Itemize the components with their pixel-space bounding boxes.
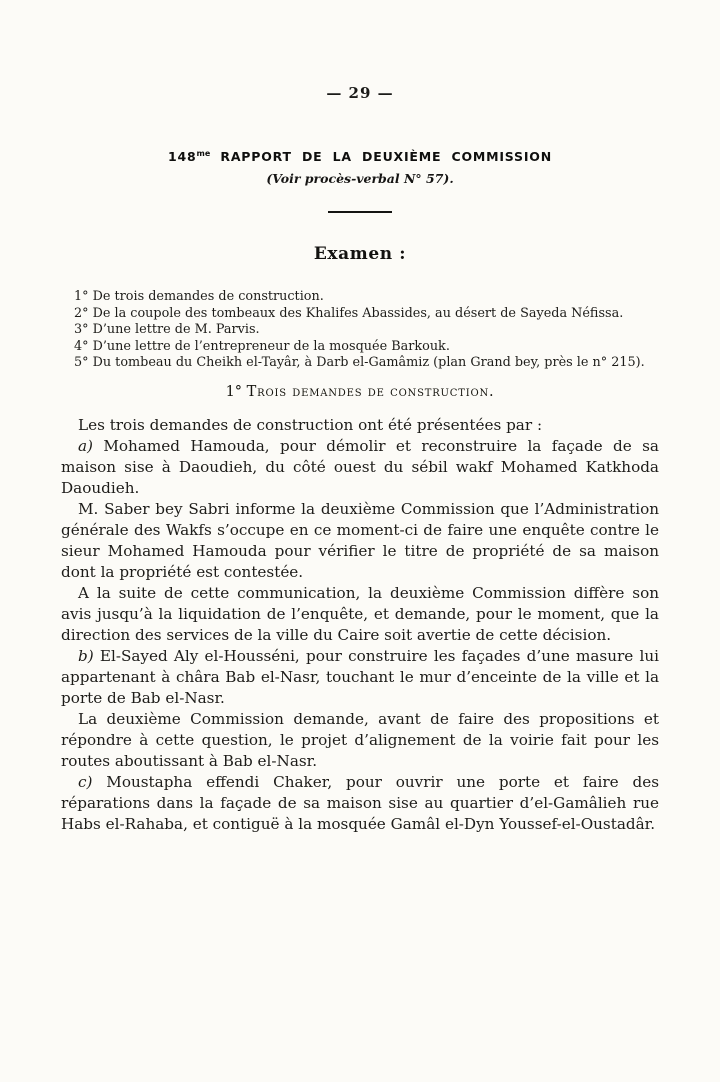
body-text <box>61 415 659 835</box>
body-paragraph <box>61 709 659 772</box>
section-ordinal: 1° <box>225 383 243 400</box>
report-number: 148 <box>167 149 197 164</box>
body-paragraph <box>61 499 659 583</box>
paragraph-lead: c) <box>78 772 107 791</box>
examen-list <box>60 289 660 372</box>
examen-item: 3° D’une lettre de M. Parvis. <box>74 322 260 337</box>
examen-heading: Examen : <box>313 244 407 264</box>
report-reference: (Voir procès-verbal N° 57). <box>266 171 454 186</box>
paragraph-lead: a) <box>78 436 104 455</box>
paragraph-text: Moustapha effendi Chaker, pour ouvrir une porte et faire des réparations dans la façade de sa maison sise au quartier d’el-Gamâlieh rue Habs el-Rahaba, et contiguë à la mosquée Gamâl el-Dyn Youssef-el-Oustadâr. <box>61 772 659 833</box>
report-number-suffix: me <box>196 149 211 158</box>
examen-item: 2° De la coupole des tombeaux des Khalifes Abassides, au désert de Sayeda Néfissa. <box>74 305 624 321</box>
section-title: Trois demandes de construction. <box>246 383 495 400</box>
page-number: — 29 — <box>326 84 394 102</box>
body-paragraph <box>61 583 659 646</box>
body-paragraph <box>61 436 659 499</box>
body-paragraph <box>61 772 659 835</box>
examen-item: 1° De trois demandes de construction. <box>74 289 324 304</box>
paragraph-text: A la suite de cette communication, la deuxième Commission diffère son avis jusqu’à la liquidation de l’enquête, et demande, pour le moment, que la direction des services de la ville du Caire soit avertie de cette décision. <box>61 583 659 644</box>
paragraph-lead: b) <box>78 646 100 665</box>
paragraph-text: El-Sayed Aly el-Housséni, pour construire les façades d’une masure lui appartenant à châra Bab el-Nasr, touchant le mur d’enceinte de la ville et la porte de Bab el-Nasr. <box>61 646 659 707</box>
section-heading <box>0 383 720 401</box>
paragraph-text: M. Saber bey Sabri informe la deuxième Commission que l’Administration générale des Wakfs s’occupe en ce moment-ci de faire une enquête contre le sieur Mohamed Hamouda pour vérifier le titre de propriété de sa maison dont la propriété est contestée. <box>61 499 659 581</box>
body-paragraph <box>61 646 659 709</box>
paragraph-text: Mohamed Hamouda, pour démolir et reconstruire la façade de sa maison sise à Daoudieh, du côté ouest du sébil wakf Mohamed Katkhoda Daoudieh. <box>61 436 659 497</box>
examen-item: 4° D’une lettre de l’entrepreneur de la mosquée Barkouk. <box>74 338 450 354</box>
report-title-text: RAPPORT DE LA DEUXIÈME COMMISSION <box>220 149 552 164</box>
paragraph-text: La deuxième Commission demande, avant de faire des propositions et répondre à cette question, le projet d’alignement de la voirie fait pour les routes aboutissant à Bab el-Nasr. <box>61 709 659 770</box>
report-title <box>0 146 720 165</box>
paragraph-text: Les trois demandes de construction ont été présentées par : <box>78 415 543 434</box>
examen-item: 5° Du tombeau du Cheikh el-Tayâr, à Darb el-Gamâmiz (plan Grand bey, près le n° 215). <box>74 355 645 370</box>
body-paragraph <box>61 415 659 436</box>
section-divider <box>328 211 392 213</box>
